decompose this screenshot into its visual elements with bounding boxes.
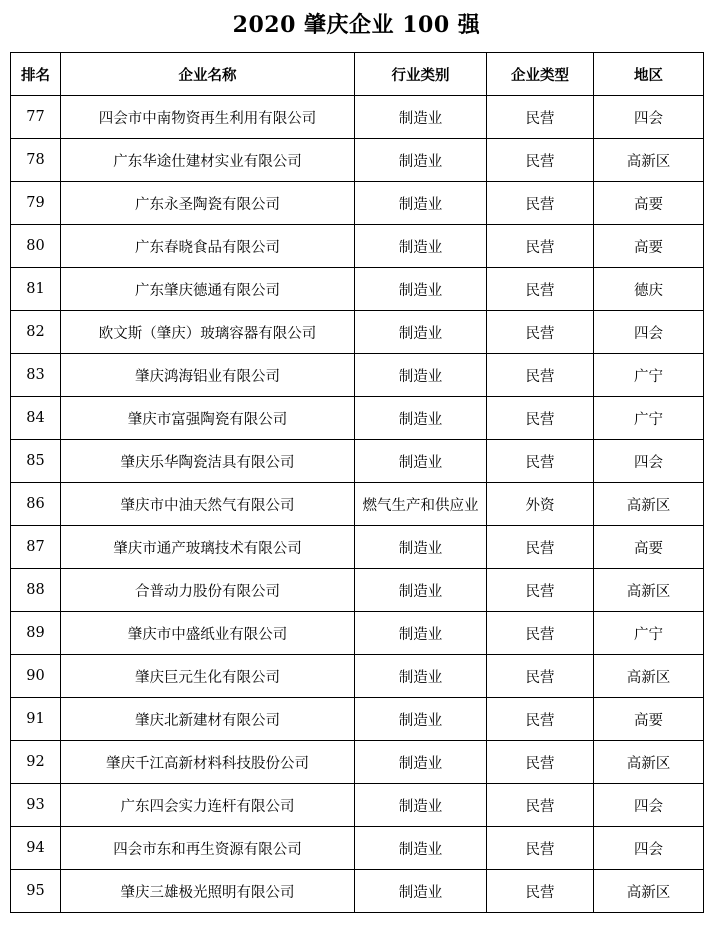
table-row: [11, 698, 704, 741]
cell-region: 四会: [594, 96, 704, 139]
cell-region: 高要: [594, 182, 704, 225]
table-row: [11, 139, 704, 182]
cell-region: 广宁: [594, 612, 704, 655]
cell-company-type: 民营: [487, 268, 594, 311]
cell-industry: 制造业: [355, 655, 487, 698]
cell-rank: 89: [11, 612, 61, 655]
cell-industry: 制造业: [355, 268, 487, 311]
table-row: [11, 225, 704, 268]
cell-industry: 制造业: [355, 784, 487, 827]
cell-rank: 87: [11, 526, 61, 569]
cell-company-type: 民营: [487, 139, 594, 182]
table-row: [11, 311, 704, 354]
cell-industry: 制造业: [355, 827, 487, 870]
table-row: [11, 397, 704, 440]
header-company-name: 企业名称: [61, 53, 355, 96]
header-rank: 排名: [11, 53, 61, 96]
cell-company-type: 民营: [487, 354, 594, 397]
cell-region: 四会: [594, 784, 704, 827]
cell-company-name: 四会市中南物资再生利用有限公司: [61, 96, 355, 139]
cell-industry: 燃气生产和供应业: [355, 483, 487, 526]
cell-region: 高要: [594, 698, 704, 741]
cell-company-type: 民营: [487, 870, 594, 913]
cell-company-type: 民营: [487, 827, 594, 870]
cell-company-name: 欧文斯（肇庆）玻璃容器有限公司: [61, 311, 355, 354]
cell-company-type: 民营: [487, 784, 594, 827]
cell-region: 高新区: [594, 870, 704, 913]
cell-company-name: 肇庆巨元生化有限公司: [61, 655, 355, 698]
cell-company-name: 肇庆市富强陶瓷有限公司: [61, 397, 355, 440]
table-row: [11, 827, 704, 870]
cell-rank: 82: [11, 311, 61, 354]
cell-rank: 95: [11, 870, 61, 913]
page-title: 2020 肇庆企业 100 强: [232, 12, 481, 38]
cell-company-name: 合普动力股份有限公司: [61, 569, 355, 612]
cell-industry: 制造业: [355, 440, 487, 483]
cell-region: 高新区: [594, 569, 704, 612]
cell-company-name: 肇庆市中盛纸业有限公司: [61, 612, 355, 655]
table-header-row: [11, 53, 704, 96]
cell-industry: 制造业: [355, 741, 487, 784]
cell-company-type: 民营: [487, 612, 594, 655]
cell-company-type: 民营: [487, 741, 594, 784]
table-row: [11, 483, 704, 526]
cell-company-name: 广东春晓食品有限公司: [61, 225, 355, 268]
cell-rank: 93: [11, 784, 61, 827]
cell-company-type: 民营: [487, 311, 594, 354]
table-row: [11, 96, 704, 139]
cell-company-type: 民营: [487, 397, 594, 440]
cell-rank: 85: [11, 440, 61, 483]
cell-industry: 制造业: [355, 311, 487, 354]
cell-rank: 91: [11, 698, 61, 741]
cell-region: 四会: [594, 440, 704, 483]
cell-industry: 制造业: [355, 225, 487, 268]
cell-industry: 制造业: [355, 139, 487, 182]
cell-industry: 制造业: [355, 397, 487, 440]
table-row: [11, 182, 704, 225]
table-row: [11, 612, 704, 655]
cell-rank: 86: [11, 483, 61, 526]
cell-rank: 78: [11, 139, 61, 182]
cell-company-type: 民营: [487, 96, 594, 139]
table-row: [11, 870, 704, 913]
cell-company-type: 民营: [487, 655, 594, 698]
cell-rank: 79: [11, 182, 61, 225]
cell-rank: 81: [11, 268, 61, 311]
cell-company-name: 肇庆千江高新材料科技股份公司: [61, 741, 355, 784]
cell-industry: 制造业: [355, 612, 487, 655]
cell-region: 高要: [594, 526, 704, 569]
cell-company-type: 民营: [487, 440, 594, 483]
table-row: [11, 569, 704, 612]
cell-rank: 92: [11, 741, 61, 784]
cell-company-name: 广东华途仕建材实业有限公司: [61, 139, 355, 182]
cell-company-type: 民营: [487, 569, 594, 612]
cell-rank: 88: [11, 569, 61, 612]
cell-region: 高新区: [594, 483, 704, 526]
cell-company-type: 民营: [487, 182, 594, 225]
cell-company-name: 广东肇庆德通有限公司: [61, 268, 355, 311]
cell-region: 高新区: [594, 741, 704, 784]
cell-company-type: 民营: [487, 225, 594, 268]
ranking-table: [10, 52, 704, 913]
header-region: 地区: [594, 53, 704, 96]
cell-industry: 制造业: [355, 526, 487, 569]
cell-company-type: 民营: [487, 526, 594, 569]
cell-region: 四会: [594, 311, 704, 354]
table-row: [11, 440, 704, 483]
cell-region: 高新区: [594, 139, 704, 182]
cell-company-name: 肇庆北新建材有限公司: [61, 698, 355, 741]
table-row: [11, 354, 704, 397]
cell-company-name: 肇庆鸿海铝业有限公司: [61, 354, 355, 397]
cell-rank: 94: [11, 827, 61, 870]
table-body: [11, 96, 704, 913]
cell-rank: 83: [11, 354, 61, 397]
cell-region: 高要: [594, 225, 704, 268]
cell-region: 高新区: [594, 655, 704, 698]
cell-region: 广宁: [594, 354, 704, 397]
cell-region: 四会: [594, 827, 704, 870]
cell-industry: 制造业: [355, 96, 487, 139]
cell-industry: 制造业: [355, 354, 487, 397]
table-row: [11, 268, 704, 311]
cell-company-type: 外资: [487, 483, 594, 526]
table-row: [11, 784, 704, 827]
cell-company-name: 肇庆三雄极光照明有限公司: [61, 870, 355, 913]
cell-company-name: 肇庆市通产玻璃技术有限公司: [61, 526, 355, 569]
cell-company-name: 肇庆市中油天然气有限公司: [61, 483, 355, 526]
cell-region: 广宁: [594, 397, 704, 440]
table-row: [11, 741, 704, 784]
header-company-type: 企业类型: [487, 53, 594, 96]
cell-rank: 80: [11, 225, 61, 268]
cell-industry: 制造业: [355, 870, 487, 913]
cell-rank: 90: [11, 655, 61, 698]
cell-company-name: 四会市东和再生资源有限公司: [61, 827, 355, 870]
cell-company-type: 民营: [487, 698, 594, 741]
cell-rank: 84: [11, 397, 61, 440]
cell-company-name: 广东四会实力连杆有限公司: [61, 784, 355, 827]
cell-company-name: 肇庆乐华陶瓷洁具有限公司: [61, 440, 355, 483]
cell-rank: 77: [11, 96, 61, 139]
cell-industry: 制造业: [355, 182, 487, 225]
header-industry: 行业类别: [355, 53, 487, 96]
cell-industry: 制造业: [355, 698, 487, 741]
cell-industry: 制造业: [355, 569, 487, 612]
cell-region: 德庆: [594, 268, 704, 311]
table-row: [11, 655, 704, 698]
table-row: [11, 526, 704, 569]
cell-company-name: 广东永圣陶瓷有限公司: [61, 182, 355, 225]
